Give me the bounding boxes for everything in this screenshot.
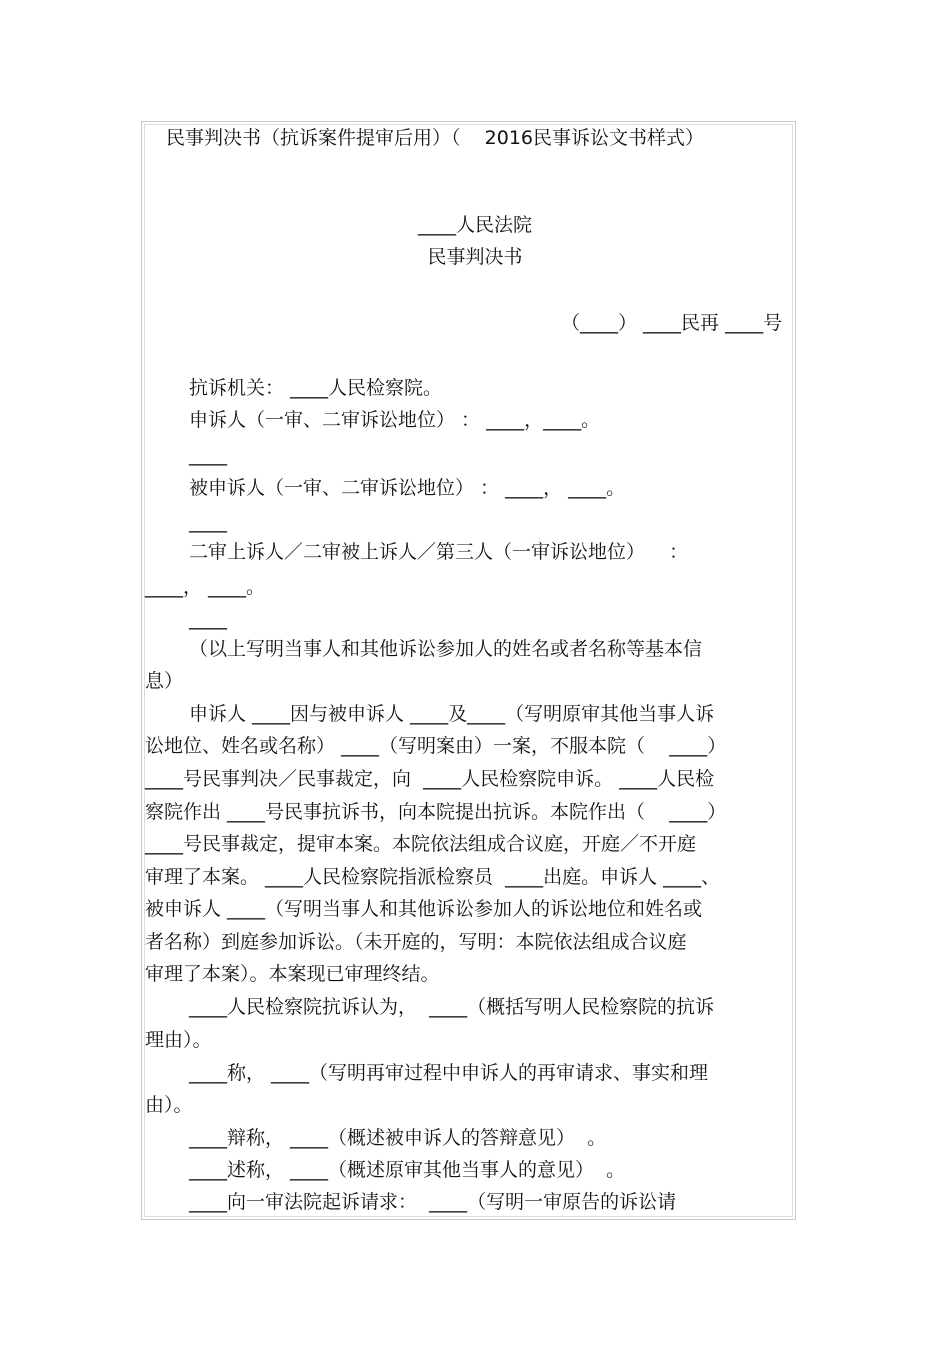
body-line: 审理了本案。 ____人民检察院指派检察员 ____出庭。申诉人 ____、 bbox=[145, 866, 721, 888]
body-line: ____， ____。 bbox=[145, 576, 266, 598]
body-line: 者名称）到庭参加诉讼。（未开庭的，写明：本院依法组成合议庭 bbox=[145, 931, 687, 953]
body-line: ____ bbox=[189, 444, 227, 466]
judgment-title: 民事判决书 bbox=[427, 246, 523, 268]
body-line: 审理了本案）。本案现已审理终结。 bbox=[145, 963, 440, 985]
body-line: （以上写明当事人和其他诉讼参加人的姓名或者名称等基本信 bbox=[189, 638, 703, 660]
body-line: 二审上诉人／二审被上诉人／第三人（一审诉讼地位） ： bbox=[189, 541, 689, 563]
body-line: 息） bbox=[145, 670, 184, 692]
court-name-line: ____人民法院 bbox=[417, 214, 532, 236]
body-line: ____称， ____（写明再审过程中申诉人的再审请求、事实和理 bbox=[189, 1062, 709, 1084]
body-line: 抗诉机关： ____人民检察院。 bbox=[189, 377, 443, 399]
case-number: （____） ____民再 ____号 bbox=[561, 312, 783, 334]
body-line: ____述称， ____（概述原审其他当事人的意见） 。 bbox=[189, 1159, 626, 1181]
body-line: 被申诉人（一审、二审诉讼地位） ： ____， ____。 bbox=[189, 477, 626, 499]
body-line: ____辩称， ____（概述被申诉人的答辩意见） 。 bbox=[189, 1127, 607, 1149]
body-line: ____号民事裁定，提审本案。本院依法组成合议庭，开庭／不开庭 bbox=[145, 833, 697, 855]
body-line: ____ bbox=[189, 511, 227, 533]
body-line: ____号民事判决／民事裁定，向 ____人民检察院申诉。 ____人民检 bbox=[145, 768, 715, 790]
body-line: 申诉人（一审、二审诉讼地位） ： ____，____。 bbox=[189, 409, 601, 431]
body-line: 由）。 bbox=[145, 1094, 193, 1116]
document-frame bbox=[141, 121, 796, 1220]
body-line: 讼地位、姓名或名称） ____（写明案由）一案，不服本院（ ____） bbox=[145, 735, 727, 757]
body-line: 被申诉人 ____（写明当事人和其他诉讼参加人的诉讼地位和姓名或 bbox=[145, 898, 703, 920]
body-line: 察院作出 ____号民事抗诉书，向本院提出抗诉。本院作出（ ____） bbox=[145, 801, 727, 823]
body-line: ____人民检察院抗诉认为， ____（概括写明人民检察院的抗诉 bbox=[189, 996, 715, 1018]
body-line: ____向一审法院起诉请求： ____（写明一审原告的诉讼请 bbox=[189, 1191, 677, 1213]
body-line: 申诉人 ____因与被申诉人 ____及____（写明原审其他当事人诉 bbox=[189, 703, 715, 725]
body-line: ____ bbox=[189, 608, 227, 630]
document-title: 民事判决书（抗诉案件提审后用）（ 2016民事诉讼文书样式） bbox=[166, 127, 705, 149]
body-line: 理由）。 bbox=[145, 1029, 212, 1051]
